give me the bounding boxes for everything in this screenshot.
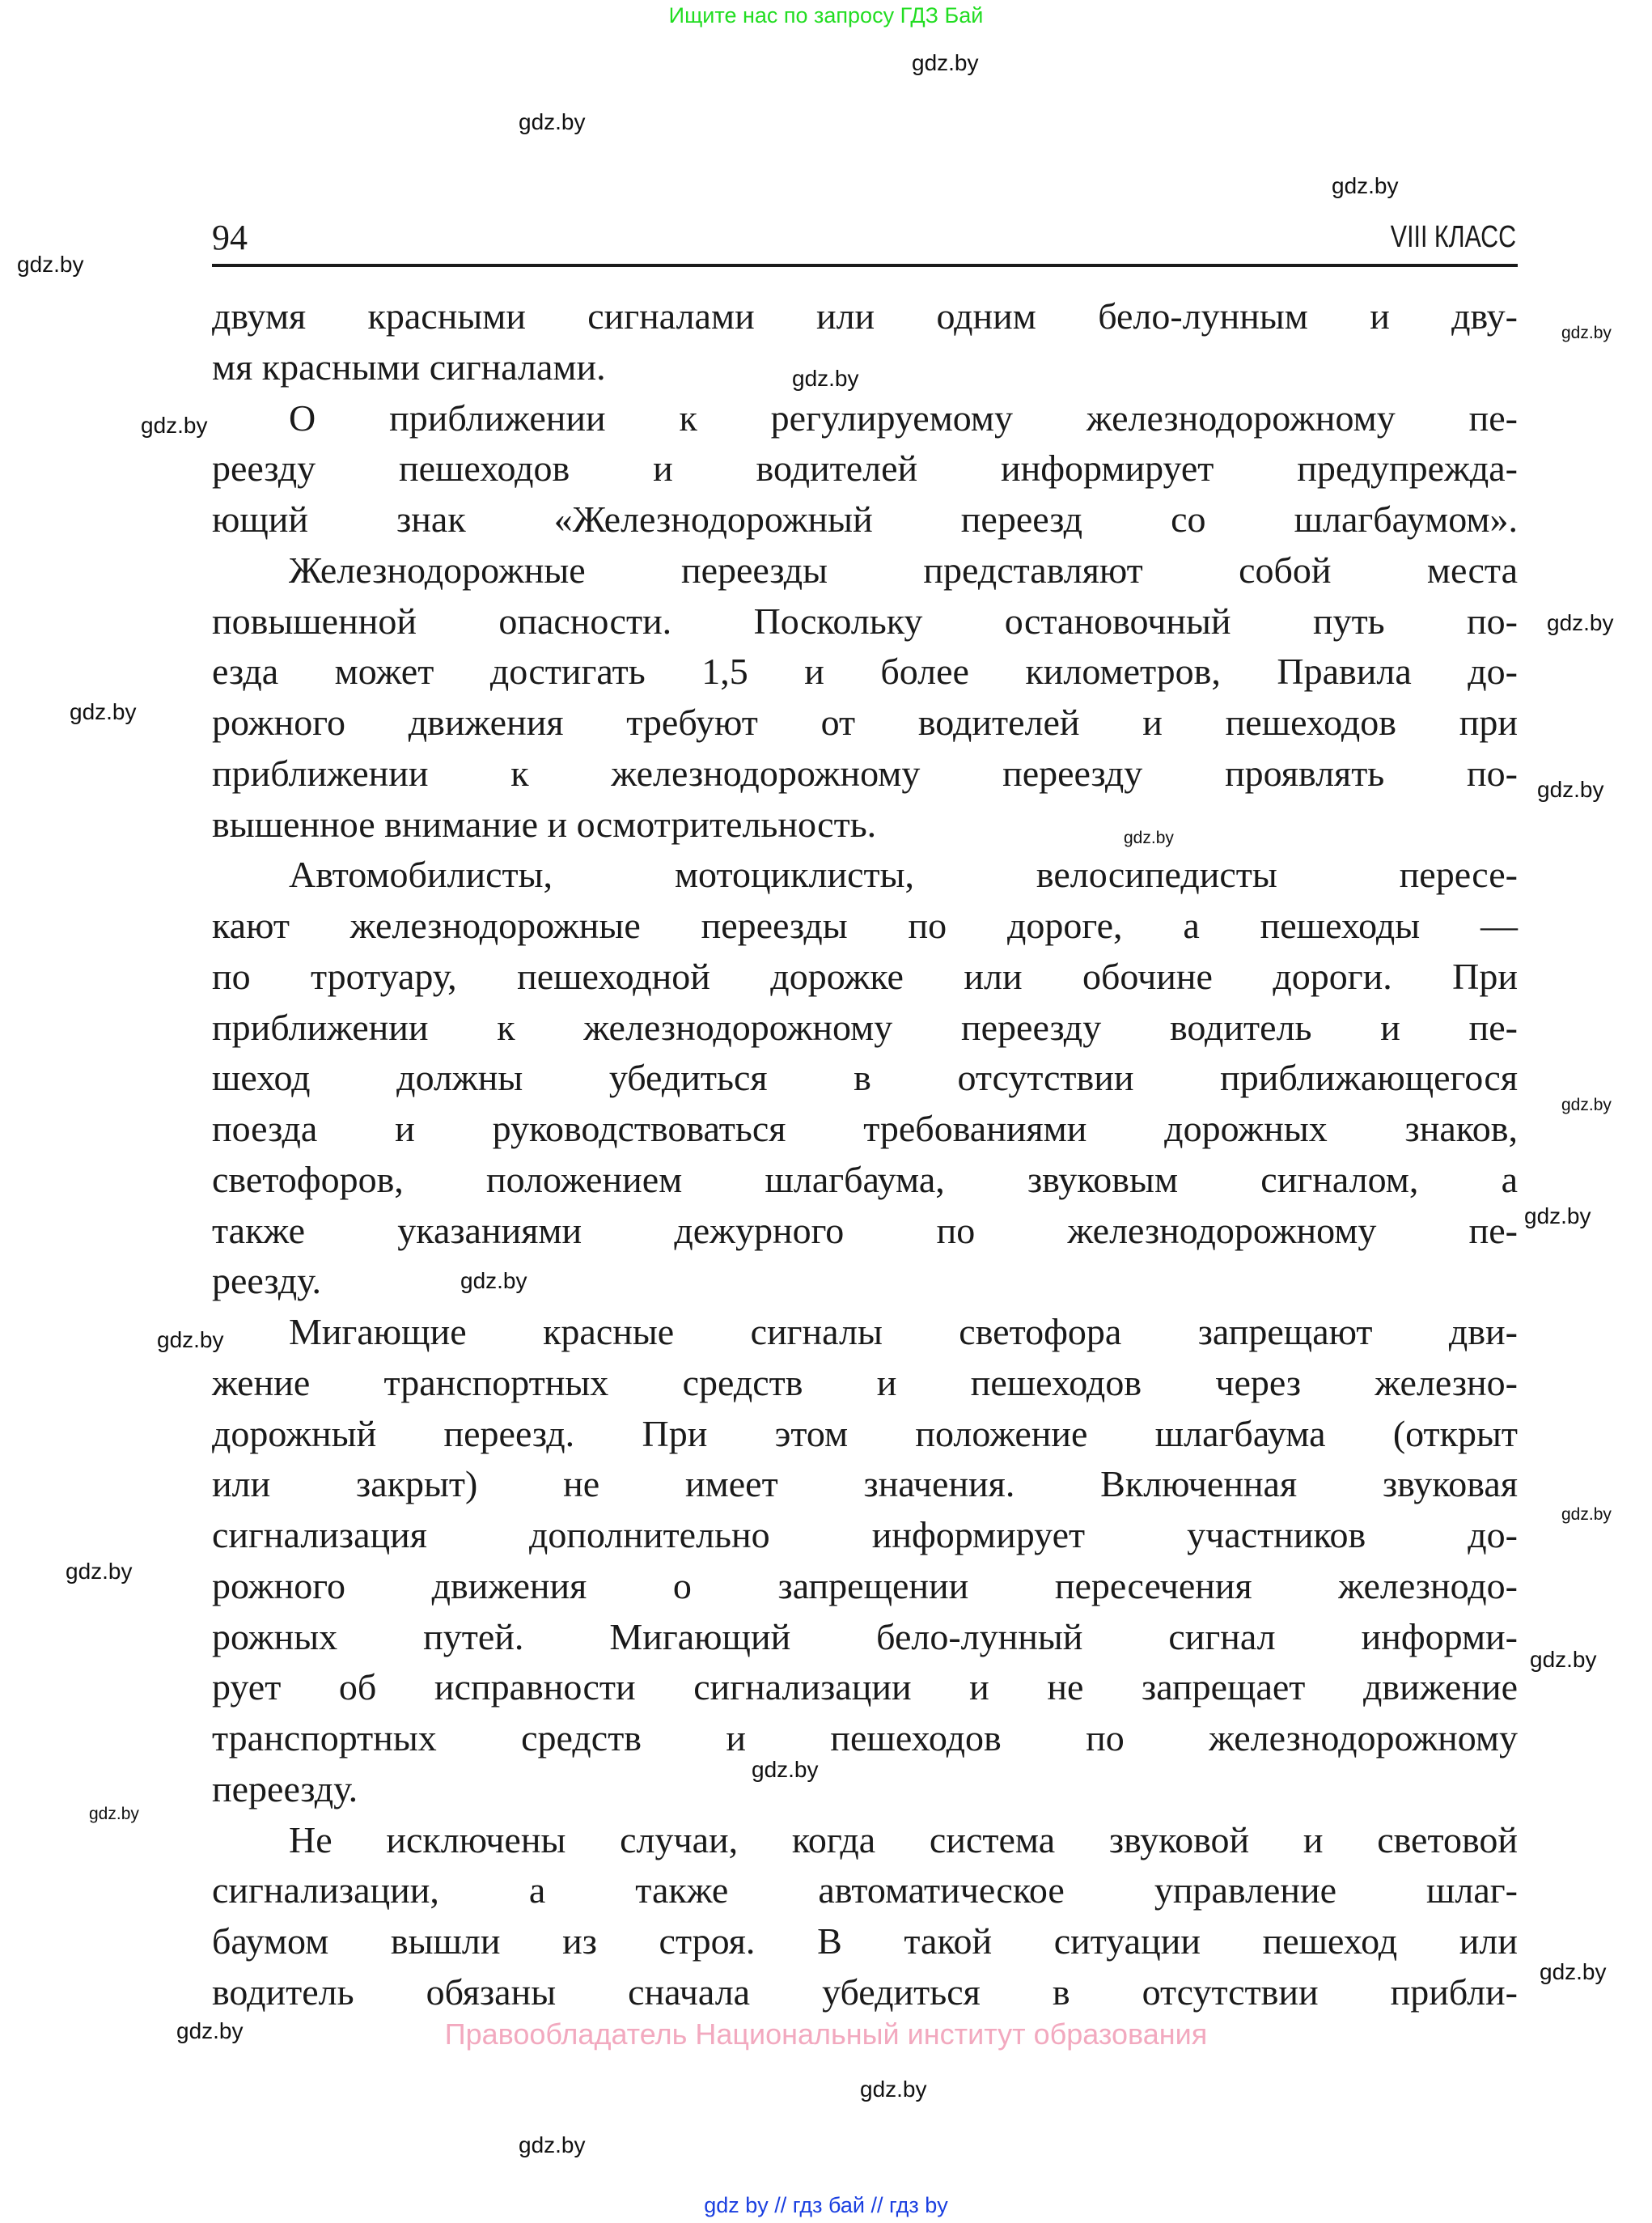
footer-links[interactable]: gdz by // гдз бай // гдз by <box>704 2193 948 2217</box>
text-line: рует об исправности сигнализации и не запрещает движение <box>212 1666 1518 1708</box>
gdz-watermark: gdz.by <box>157 1327 224 1352</box>
gdz-watermark: gdz.by <box>1561 1505 1612 1524</box>
gdz-watermark: gdz.by <box>1332 173 1399 198</box>
text-line: также указаниями дежурного по железнодорожному пе- <box>212 1209 1518 1251</box>
text-line: кают железнодорожные переезды по дороге, а пешеходы — <box>212 905 1518 946</box>
page-number: 94 <box>212 218 248 257</box>
text-line: мя красными сигналами. <box>212 346 606 388</box>
text-line: транспортных средств и пешеходов по железнодорожному <box>212 1717 1518 1758</box>
gdz-watermark: gdz.by <box>1530 1647 1597 1672</box>
text-line: Мигающие красные сигналы светофора запрещают дви- <box>289 1311 1518 1352</box>
gdz-watermark: gdz.by <box>792 366 859 391</box>
text-line: шеход должны убедиться в отсутствии приближающегося <box>212 1057 1518 1099</box>
text-line: дорожный переезд. При этом положение шлагбаума (открыт <box>212 1412 1518 1454</box>
gdz-watermark: gdz.by <box>1547 610 1614 635</box>
gdz-watermark: gdz.by <box>519 109 586 134</box>
gdz-watermark: gdz.by <box>1540 1959 1607 1984</box>
gdz-watermark: gdz.by <box>860 2077 927 2102</box>
header-rule <box>212 264 1518 267</box>
text-line: водитель обязаны сначала убедиться в отсутствии прибли- <box>212 1971 1518 2013</box>
text-line: по тротуару, пешеходной дорожке или обочине дороги. При <box>212 955 1518 997</box>
gdz-watermark: gdz.by <box>460 1268 527 1293</box>
text-line: Автомобилисты, мотоциклисты, велосипедисты пересе- <box>289 854 1518 896</box>
text-line: повышенной опасности. Поскольку остановочный путь по- <box>212 600 1518 642</box>
gdz-watermark: gdz.by <box>752 1757 819 1782</box>
text-line: сигнализации, а также автоматическое управление шлаг- <box>212 1869 1518 1911</box>
text-line: светофоров, положением шлагбаума, звуковым сигналом, а <box>212 1158 1518 1200</box>
text-line: рожного движения требуют от водителей и пешеходов при <box>212 702 1518 743</box>
text-line: ющий знак «Железнодорожный переезд со шлагбаумом». <box>212 498 1518 540</box>
text-line: реезду пешеходов и водителей информирует предупрежда- <box>212 448 1518 490</box>
text-line: рожного движения о запрещении пересечения железнодо- <box>212 1564 1518 1606</box>
text-line: сигнализация дополнительно информирует участников до- <box>212 1514 1518 1555</box>
gdz-watermark: gdz.by <box>1537 777 1604 802</box>
running-head: VIII КЛАСС <box>1390 220 1516 254</box>
text-line: езда может достигать 1,5 и более километров, Правила до- <box>212 651 1518 693</box>
text-line: О приближении к регулируемому железнодорожному пе- <box>289 397 1518 439</box>
gdz-watermark: gdz.by <box>1561 324 1612 342</box>
gdz-watermark: gdz.by <box>17 252 84 277</box>
text-line: поезда и руководствоваться требованиями дорожных знаков, <box>212 1108 1518 1149</box>
gdz-watermark: gdz.by <box>70 699 137 724</box>
gdz-watermark: gdz.by <box>176 2018 244 2043</box>
text-line: реезду. <box>212 1260 322 1302</box>
gdz-watermark: gdz.by <box>1124 829 1174 847</box>
gdz-watermark: gdz.by <box>912 50 979 75</box>
text-line: рожных путей. Мигающий бело-лунный сигнал информи- <box>212 1615 1518 1657</box>
text-line: двумя красными сигналами или одним бело-лунным и дву- <box>212 295 1518 337</box>
gdz-watermark: gdz.by <box>519 2132 586 2157</box>
gdz-watermark: gdz.by <box>89 1805 139 1823</box>
text-line: баумом вышли из строя. В такой ситуации пешеход или <box>212 1920 1518 1962</box>
search-banner: Ищите нас по запросу ГДЗ Бай <box>668 3 984 28</box>
text-line: приближении к железнодорожному переезду проявлять по- <box>212 752 1518 794</box>
text-line: или закрыт) не имеет значения. Включенная звуковая <box>212 1463 1518 1505</box>
text-line: Не исключены случаи, когда система звуковой и световой <box>289 1818 1518 1860</box>
gdz-watermark: gdz.by <box>141 413 208 438</box>
gdz-watermark: gdz.by <box>1524 1203 1591 1228</box>
text-line: жение транспортных средств и пешеходов через железно- <box>212 1361 1518 1403</box>
text-line: приближении к железнодорожному переезду водитель и пе- <box>212 1006 1518 1048</box>
text-line: переезду. <box>212 1767 358 1809</box>
gdz-watermark: gdz.by <box>66 1559 133 1584</box>
text-line: вышенное внимание и осмотрительность. <box>212 803 877 845</box>
gdz-watermark: gdz.by <box>1561 1096 1612 1114</box>
text-line: Железнодорожные переезды представляют собой места <box>289 549 1518 591</box>
rights-holder-notice: Правообладатель Национальный институт образования <box>444 2017 1208 2051</box>
